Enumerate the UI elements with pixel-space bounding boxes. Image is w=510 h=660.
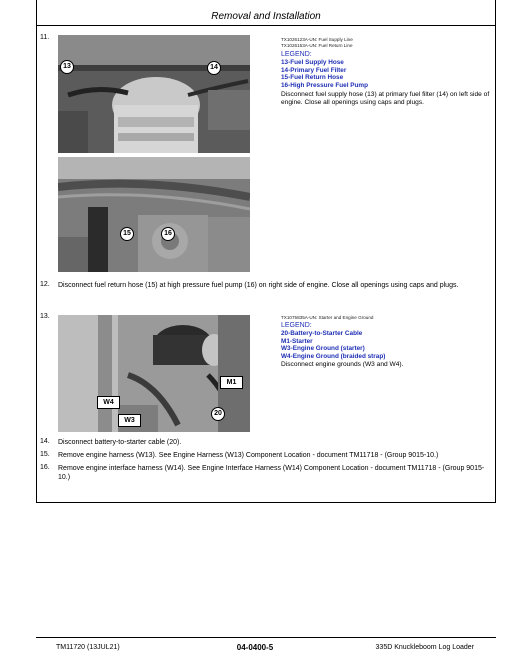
- step-14-text: Disconnect battery-to-starter cable (20).: [58, 439, 182, 446]
- footer-rule: [36, 637, 496, 638]
- step-16-number: 16.: [40, 464, 50, 471]
- step-11-caption: TX1026123A-UN: Fuel Supply Line TX1026153A-UN: Fuel Return Line: [281, 37, 353, 48]
- step-11-number: 11.: [40, 34, 50, 41]
- step-13-legend-title: LEGEND:: [281, 322, 312, 329]
- step-12-number: 12.: [40, 281, 50, 288]
- callout-13: 13: [60, 60, 74, 74]
- step-11-legend-title: LEGEND:: [281, 51, 312, 58]
- callout-w4: W4: [97, 396, 120, 409]
- legend-item: 20-Battery-to-Starter Cable: [281, 330, 363, 337]
- fuel-supply-line-photo: [58, 35, 250, 153]
- callout-15: 15: [120, 227, 134, 241]
- step-13-legend: [281, 330, 385, 360]
- footer-machine-name: 335D Knuckleboom Log Loader: [375, 644, 474, 651]
- callout-20: 20: [211, 407, 225, 421]
- legend-item: M1-Starter: [281, 337, 313, 345]
- legend-item: 14-Primary Fuel Filter: [281, 66, 347, 74]
- step-12-text: Disconnect fuel return hose (15) at high pressure fuel pump (16) on right side of engine. Close all openings using caps and plugs.: [58, 282, 459, 289]
- step-11-text: Disconnect fuel supply hose (13) at primary fuel filter (14) on left side of engine. Close all openings using caps and plugs.: [281, 91, 490, 106]
- step-15-number: 15.: [40, 451, 50, 458]
- legend-item: 15-Fuel Return Hose: [281, 74, 344, 82]
- step-14-number: 14.: [40, 438, 50, 445]
- legend-item: W4-Engine Ground (braided strap): [281, 352, 386, 360]
- callout-m1: M1: [220, 376, 243, 389]
- legend-item: 16-High Pressure Fuel Pump: [281, 81, 369, 89]
- step-16-text: Remove engine interface harness (W14). See Engine Interface Harness (W14) Component Location - document TM11718 - (Group 9015-10.): [58, 465, 485, 481]
- legend-item: W3-Engine Ground (starter): [281, 345, 365, 353]
- step-13-number: 13.: [40, 313, 50, 320]
- callout-14: 14: [207, 61, 221, 75]
- fuel-return-line-photo: [58, 157, 250, 272]
- section-title: Removal and Installation: [211, 11, 321, 22]
- footer-doc-id: TM11720 (13JUL21): [56, 644, 120, 651]
- title-rule: [36, 25, 496, 26]
- step-11-legend: [281, 59, 368, 89]
- step-13-caption: TX1075835A-UN: Starter and Engine Ground: [281, 315, 374, 320]
- step-13-text: Disconnect engine grounds (W3 and W4).: [281, 361, 404, 368]
- footer-page-number: 04-0400-5: [236, 643, 274, 652]
- step-15-text: Remove engine harness (W13). See Engine Harness (W13) Component Location - document TM11718 - (Group 9015-10.): [58, 452, 439, 459]
- legend-item: 13-Fuel Supply Hose: [281, 59, 344, 66]
- callout-w3: W3: [118, 414, 141, 427]
- callout-16: 16: [161, 227, 175, 241]
